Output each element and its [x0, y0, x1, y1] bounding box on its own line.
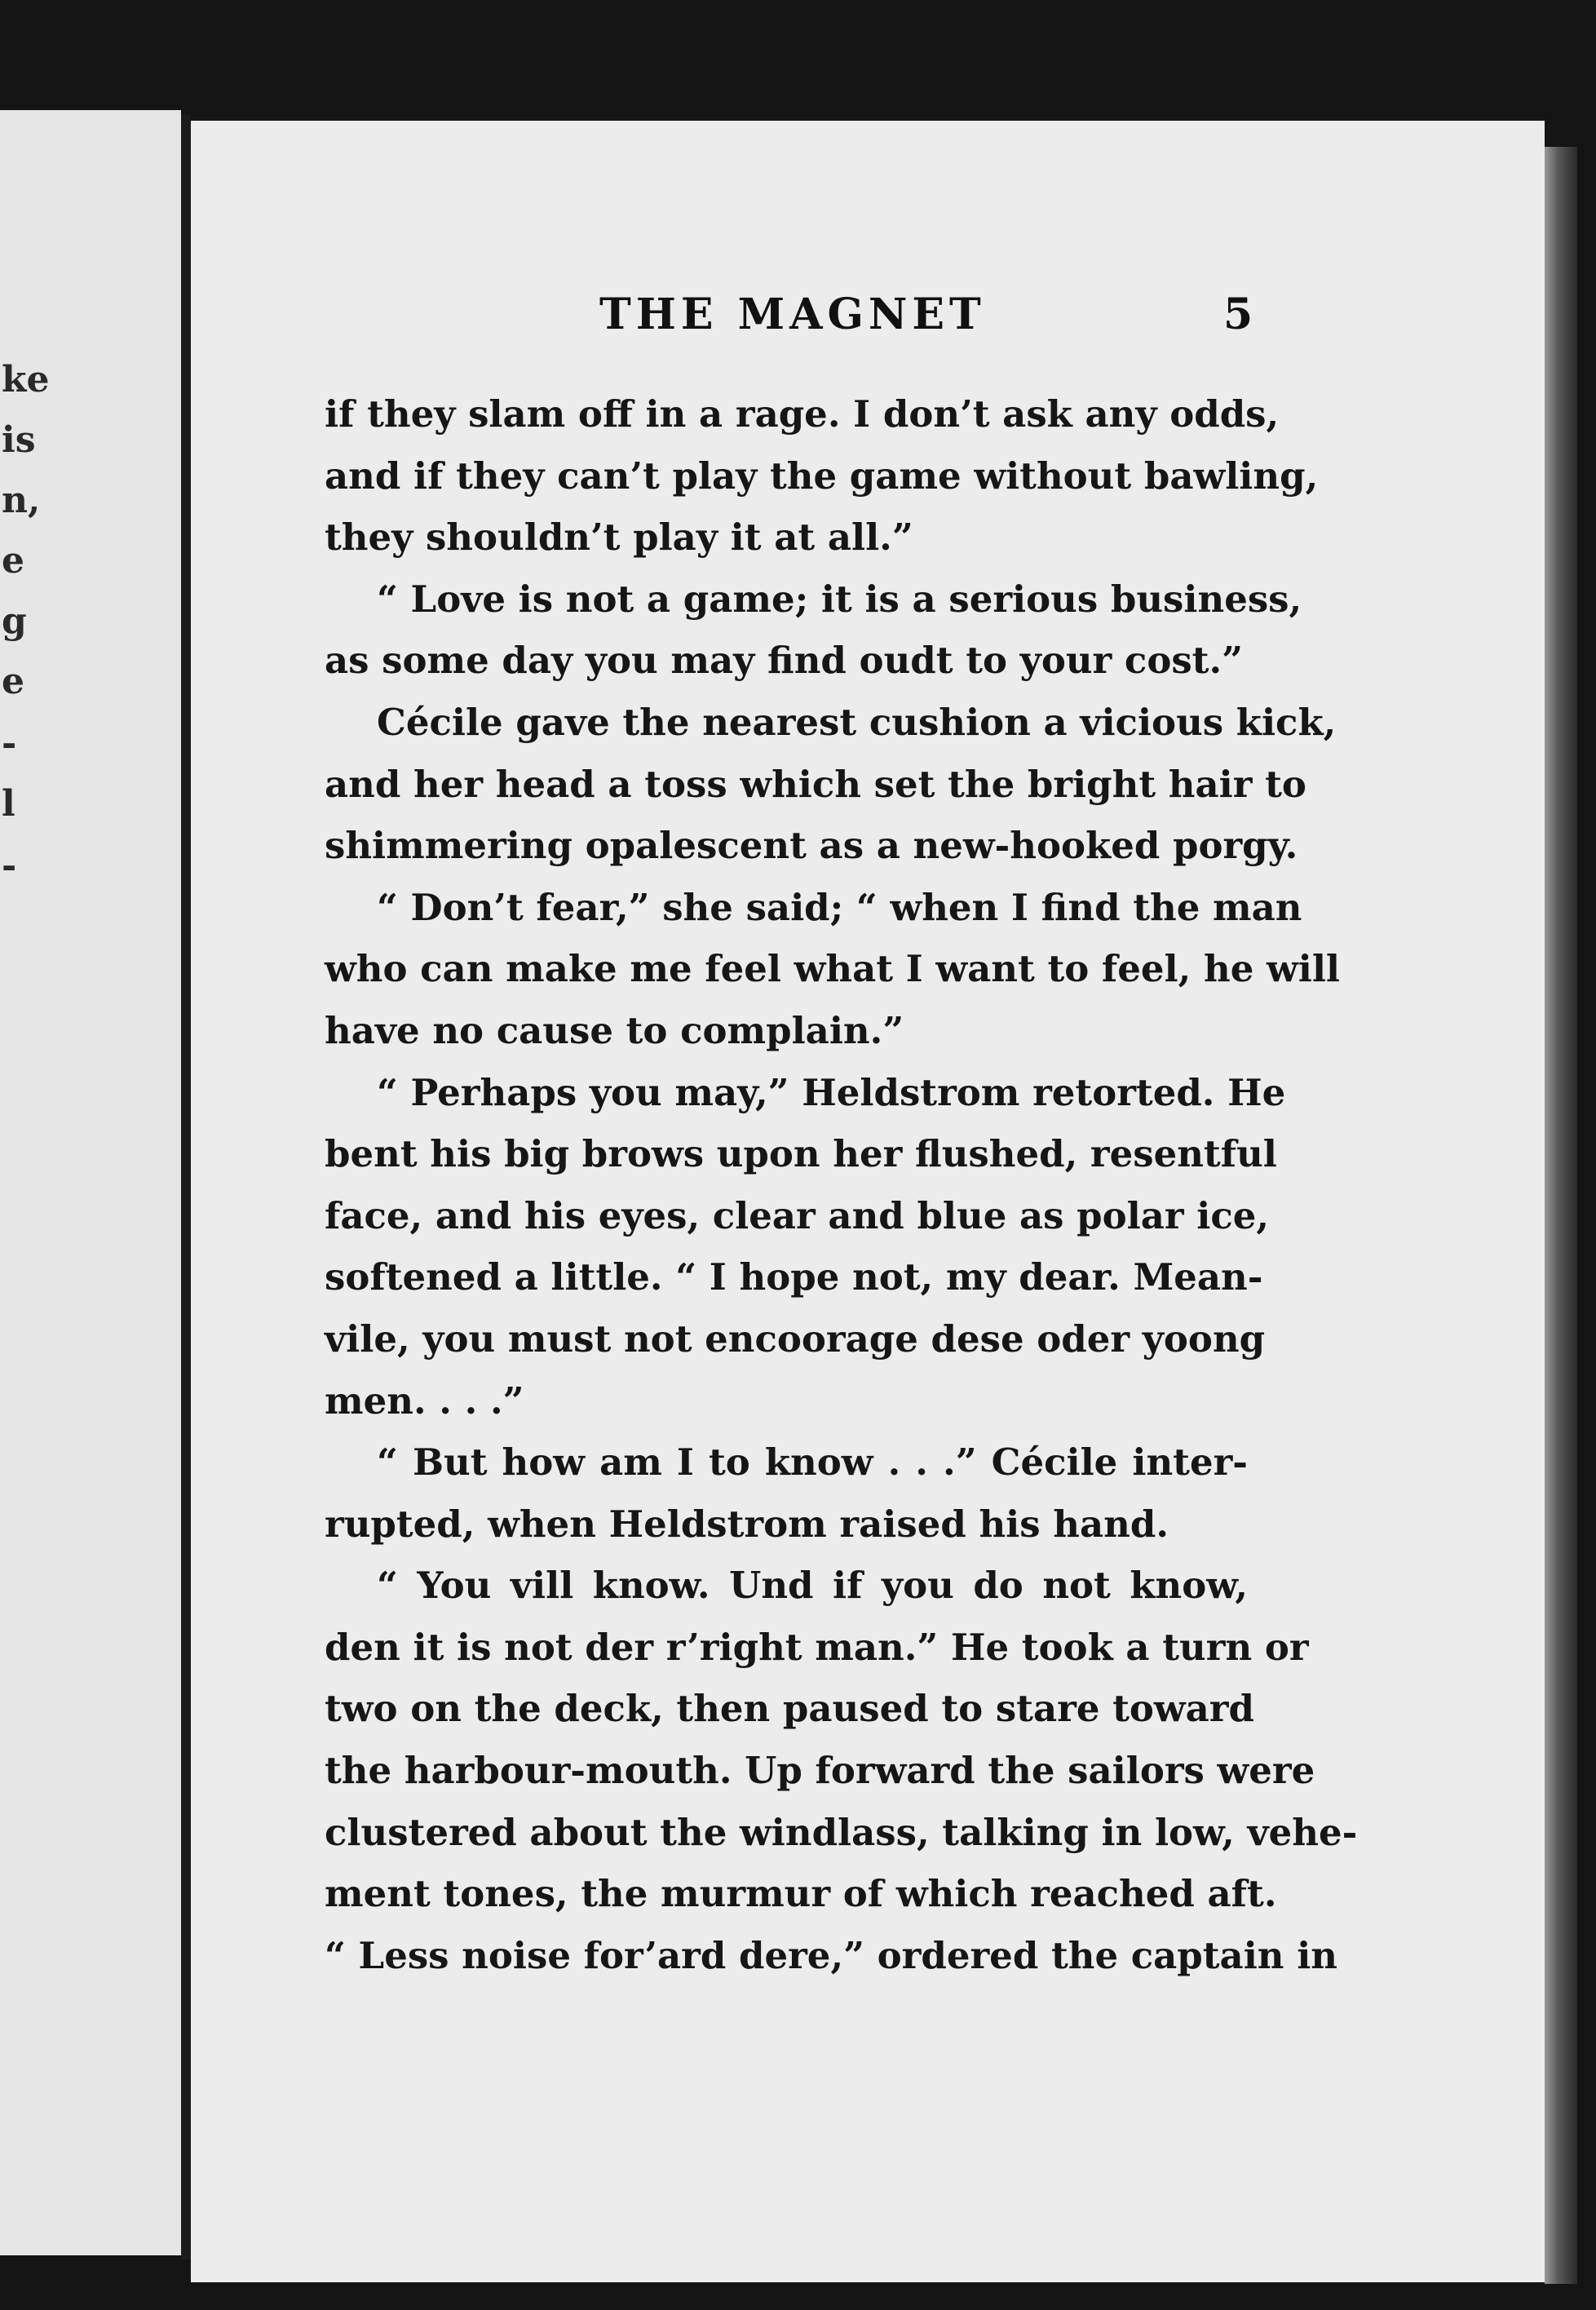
- text-line: softened a little. “ I hope not, my dear. Mean-: [325, 1255, 1263, 1299]
- text-line: Cécile gave the nearest cushion a vicious kick,: [377, 700, 1337, 744]
- text-line: “ Perhaps you may,” Heldstrom retorted. He: [377, 1070, 1286, 1114]
- text-line: have no cause to complain.”: [325, 1008, 904, 1052]
- text-line: “ Don’t fear,” she said; “ when I find the man: [377, 885, 1302, 929]
- left-page-fragment: n,: [2, 480, 41, 521]
- page-edge-shadow: [1545, 147, 1577, 2284]
- text-line: ment tones, the murmur of which reached aft.: [325, 1872, 1277, 1916]
- left-page-fragment: e: [2, 540, 24, 582]
- left-page-fragment: is: [2, 419, 36, 461]
- left-page-fragment: g: [2, 600, 27, 642]
- body-text: [325, 383, 1358, 1986]
- left-page-fragment: l: [2, 783, 15, 825]
- book-gutter: [181, 114, 191, 2259]
- left-page-fragment: -: [2, 845, 17, 887]
- text-line: as some day you may find oudt to your cost.”: [325, 639, 1244, 683]
- page-number: 5: [1223, 290, 1253, 339]
- running-head: [0, 290, 1596, 355]
- text-line: den it is not der r’right man.” He took a turn or: [325, 1625, 1309, 1669]
- text-line: “ You vill know. Und if you do not know,: [377, 1564, 1248, 1608]
- text-line: vile, you must not encoorage dese oder yoong: [325, 1317, 1266, 1361]
- text-line: who can make me feel what I want to feel, he will: [325, 947, 1341, 991]
- running-title: THE MAGNET: [599, 290, 986, 339]
- text-line: shimmering opalescent as a new-hooked porgy.: [325, 824, 1298, 868]
- left-page: [0, 110, 181, 2255]
- left-page-fragment: ke: [2, 359, 50, 400]
- text-line: “ Less noise for’ard dere,” ordered the captain in: [325, 1933, 1338, 1977]
- text-line: “ Love is not a game; it is a serious business,: [377, 577, 1302, 621]
- text-line: face, and his eyes, clear and blue as polar ice,: [325, 1193, 1270, 1237]
- text-line: clustered about the windlass, talking in low, vehe-: [325, 1810, 1358, 1854]
- text-line: they shouldn’t play it at all.”: [325, 516, 913, 560]
- left-page-fragment: -: [2, 723, 17, 764]
- text-line: rupted, when Heldstrom raised his hand.: [325, 1502, 1169, 1546]
- text-line: two on the deck, then paused to stare toward: [325, 1687, 1254, 1731]
- text-line: if they slam off in a rage. I don’t ask any odds,: [325, 392, 1280, 436]
- text-line: and her head a toss which set the bright hair to: [325, 762, 1306, 806]
- text-line: bent his big brows upon her flushed, resentful: [325, 1132, 1277, 1176]
- text-line: and if they can’t play the game without bawling,: [325, 454, 1319, 498]
- text-line: men. . . .”: [325, 1378, 524, 1423]
- left-page-fragment: e: [2, 661, 24, 702]
- text-line: the harbour-mouth. Up forward the sailors were: [325, 1749, 1315, 1793]
- text-line: “ But how am I to know . . .” Cécile inter-: [377, 1440, 1248, 1485]
